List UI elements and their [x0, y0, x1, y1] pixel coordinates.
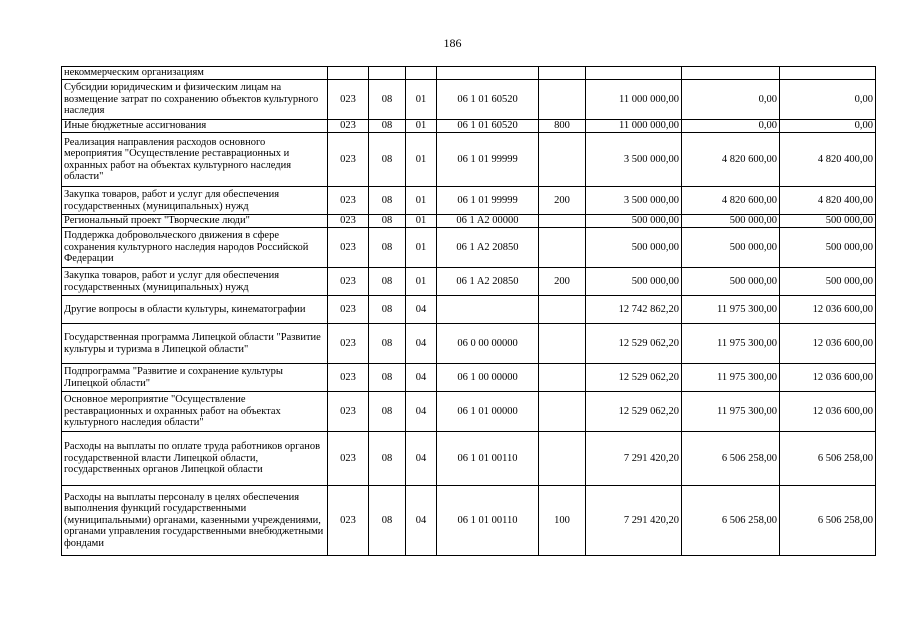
row-sum-year3-cell: 12 036 600,00 [780, 324, 876, 364]
table-row [62, 80, 876, 120]
row-sum-year3-cell: 500 000,00 [780, 215, 876, 228]
row-sum-year3-cell: 4 820 400,00 [780, 133, 876, 187]
row-admin-code-cell: 023 [328, 486, 369, 556]
table-row [62, 432, 876, 486]
table-row [62, 296, 876, 324]
row-target-article-cell: 06 1 01 00110 [437, 486, 539, 556]
row-sum-year1-cell: 3 500 000,00 [586, 187, 682, 215]
row-section-cell [369, 67, 406, 80]
row-section-cell: 08 [369, 268, 406, 296]
row-sum-year1-cell: 12 529 062,20 [586, 364, 682, 392]
row-target-article-cell: 06 1 A2 20850 [437, 268, 539, 296]
row-section-cell: 08 [369, 187, 406, 215]
row-sum-year1-cell [586, 67, 682, 80]
row-subsection-cell: 01 [406, 215, 437, 228]
row-sum-year2-cell: 0,00 [682, 120, 780, 133]
row-admin-code-cell: 023 [328, 296, 369, 324]
row-sum-year3-cell: 0,00 [780, 80, 876, 120]
row-subsection-cell: 01 [406, 80, 437, 120]
row-name-cell: Другие вопросы в области культуры, кинематографии [62, 296, 328, 324]
row-subsection-cell: 04 [406, 324, 437, 364]
row-sum-year3-cell: 500 000,00 [780, 268, 876, 296]
row-target-article-cell: 06 1 01 60520 [437, 80, 539, 120]
budget-table [61, 66, 876, 556]
row-expense-type-cell [539, 432, 586, 486]
row-subsection-cell: 01 [406, 268, 437, 296]
row-section-cell: 08 [369, 392, 406, 432]
row-name-cell: Субсидии юридическим и физическим лицам на возмещение затрат по сохранению объектов культурного наследия [62, 80, 328, 120]
row-section-cell: 08 [369, 215, 406, 228]
table-row [62, 228, 876, 268]
row-sum-year1-cell: 12 529 062,20 [586, 324, 682, 364]
row-name-cell: Подпрограмма "Развитие и сохранение культуры Липецкой области" [62, 364, 328, 392]
row-admin-code-cell: 023 [328, 215, 369, 228]
row-sum-year1-cell: 7 291 420,20 [586, 486, 682, 556]
row-sum-year2-cell: 11 975 300,00 [682, 324, 780, 364]
row-sum-year1-cell: 7 291 420,20 [586, 432, 682, 486]
row-target-article-cell: 06 0 00 00000 [437, 324, 539, 364]
row-name-cell: Реализация направления расходов основного мероприятия "Осуществление реставрационных и охранных работ на объектах культурного наследия области" [62, 133, 328, 187]
row-admin-code-cell: 023 [328, 268, 369, 296]
row-target-article-cell [437, 67, 539, 80]
row-sum-year3-cell: 500 000,00 [780, 228, 876, 268]
page-number: 186 [443, 36, 462, 50]
table-row [62, 486, 876, 556]
row-expense-type-cell [539, 296, 586, 324]
row-sum-year2-cell: 4 820 600,00 [682, 133, 780, 187]
row-admin-code-cell: 023 [328, 432, 369, 486]
row-name-cell: Поддержка добровольческого движения в сфере сохранения культурного наследия народов Российской Федерации [62, 228, 328, 268]
row-sum-year3-cell: 12 036 600,00 [780, 296, 876, 324]
row-name-cell: Региональный проект "Творческие люди" [62, 215, 328, 228]
row-subsection-cell: 01 [406, 228, 437, 268]
row-section-cell: 08 [369, 296, 406, 324]
row-sum-year1-cell: 500 000,00 [586, 215, 682, 228]
row-section-cell: 08 [369, 120, 406, 133]
row-target-article-cell: 06 1 A2 00000 [437, 215, 539, 228]
row-admin-code-cell: 023 [328, 324, 369, 364]
row-sum-year2-cell: 4 820 600,00 [682, 187, 780, 215]
row-section-cell: 08 [369, 364, 406, 392]
row-sum-year1-cell: 500 000,00 [586, 228, 682, 268]
row-expense-type-cell [539, 133, 586, 187]
row-subsection-cell: 04 [406, 432, 437, 486]
row-admin-code-cell: 023 [328, 187, 369, 215]
row-admin-code-cell: 023 [328, 364, 369, 392]
row-sum-year1-cell: 3 500 000,00 [586, 133, 682, 187]
row-target-article-cell: 06 1 01 00000 [437, 392, 539, 432]
row-expense-type-cell [539, 80, 586, 120]
row-expense-type-cell [539, 228, 586, 268]
row-admin-code-cell [328, 67, 369, 80]
row-target-article-cell: 06 1 A2 20850 [437, 228, 539, 268]
row-subsection-cell: 01 [406, 187, 437, 215]
row-target-article-cell: 06 1 01 60520 [437, 120, 539, 133]
row-sum-year2-cell: 11 975 300,00 [682, 392, 780, 432]
row-sum-year1-cell: 11 000 000,00 [586, 80, 682, 120]
row-name-cell: Расходы на выплаты по оплате труда работников органов государственной власти Липецкой области, государственных органов Липецкой области [62, 432, 328, 486]
row-name-cell: Закупка товаров, работ и услуг для обеспечения государственных (муниципальных) нужд [62, 268, 328, 296]
row-admin-code-cell: 023 [328, 133, 369, 187]
row-expense-type-cell: 200 [539, 187, 586, 215]
table-row [62, 324, 876, 364]
row-sum-year3-cell: 6 506 258,00 [780, 486, 876, 556]
table-row [62, 187, 876, 215]
row-name-cell: Государственная программа Липецкой области "Развитие культуры и туризма в Липецкой области" [62, 324, 328, 364]
row-section-cell: 08 [369, 80, 406, 120]
row-expense-type-cell [539, 392, 586, 432]
row-section-cell: 08 [369, 486, 406, 556]
row-sum-year2-cell: 11 975 300,00 [682, 364, 780, 392]
row-subsection-cell: 01 [406, 120, 437, 133]
row-sum-year2-cell: 500 000,00 [682, 228, 780, 268]
row-sum-year1-cell: 11 000 000,00 [586, 120, 682, 133]
row-sum-year2-cell: 6 506 258,00 [682, 432, 780, 486]
row-subsection-cell: 04 [406, 392, 437, 432]
row-target-article-cell: 06 1 00 00000 [437, 364, 539, 392]
row-expense-type-cell [539, 215, 586, 228]
table-row [62, 364, 876, 392]
row-expense-type-cell [539, 364, 586, 392]
row-subsection-cell [406, 67, 437, 80]
table-row [62, 67, 876, 80]
row-target-article-cell [437, 296, 539, 324]
row-sum-year3-cell: 12 036 600,00 [780, 392, 876, 432]
row-sum-year1-cell: 12 529 062,20 [586, 392, 682, 432]
row-section-cell: 08 [369, 324, 406, 364]
table-row [62, 268, 876, 296]
row-admin-code-cell: 023 [328, 392, 369, 432]
row-sum-year3-cell [780, 67, 876, 80]
row-subsection-cell: 01 [406, 133, 437, 187]
row-name-cell: Основное мероприятие "Осуществление реставрационных и охранных работ на объектах культурного наследия области" [62, 392, 328, 432]
row-sum-year3-cell: 0,00 [780, 120, 876, 133]
row-sum-year2-cell: 0,00 [682, 80, 780, 120]
row-subsection-cell: 04 [406, 296, 437, 324]
row-expense-type-cell [539, 324, 586, 364]
row-section-cell: 08 [369, 133, 406, 187]
row-name-cell: Иные бюджетные ассигнования [62, 120, 328, 133]
table-row [62, 215, 876, 228]
row-admin-code-cell: 023 [328, 228, 369, 268]
row-sum-year2-cell: 500 000,00 [682, 215, 780, 228]
row-expense-type-cell: 200 [539, 268, 586, 296]
row-subsection-cell: 04 [406, 486, 437, 556]
row-sum-year3-cell: 4 820 400,00 [780, 187, 876, 215]
row-sum-year1-cell: 500 000,00 [586, 268, 682, 296]
row-target-article-cell: 06 1 01 99999 [437, 187, 539, 215]
row-sum-year2-cell: 6 506 258,00 [682, 486, 780, 556]
row-sum-year2-cell: 500 000,00 [682, 268, 780, 296]
table-row [62, 392, 876, 432]
row-expense-type-cell: 100 [539, 486, 586, 556]
row-target-article-cell: 06 1 01 00110 [437, 432, 539, 486]
table-row [62, 120, 876, 133]
row-target-article-cell: 06 1 01 99999 [437, 133, 539, 187]
row-admin-code-cell: 023 [328, 80, 369, 120]
row-section-cell: 08 [369, 228, 406, 268]
row-admin-code-cell: 023 [328, 120, 369, 133]
row-section-cell: 08 [369, 432, 406, 486]
row-sum-year1-cell: 12 742 862,20 [586, 296, 682, 324]
row-sum-year3-cell: 12 036 600,00 [780, 364, 876, 392]
row-name-cell: Закупка товаров, работ и услуг для обеспечения государственных (муниципальных) нужд [62, 187, 328, 215]
row-subsection-cell: 04 [406, 364, 437, 392]
row-sum-year2-cell: 11 975 300,00 [682, 296, 780, 324]
row-sum-year2-cell [682, 67, 780, 80]
row-expense-type-cell [539, 67, 586, 80]
table-body [62, 67, 876, 556]
row-name-cell: Расходы на выплаты персоналу в целях обеспечения выполнения функций государственными (муниципальными) органами, казенными учреждениями, органами управления государственными внебюджетными фондами [62, 486, 328, 556]
table-row [62, 133, 876, 187]
row-expense-type-cell: 800 [539, 120, 586, 133]
row-name-cell: некоммерческим организациям [62, 67, 328, 80]
row-sum-year3-cell: 6 506 258,00 [780, 432, 876, 486]
